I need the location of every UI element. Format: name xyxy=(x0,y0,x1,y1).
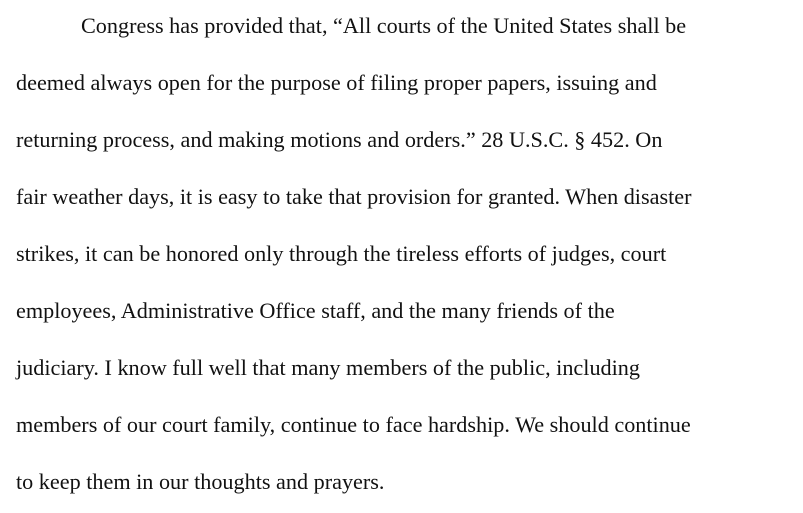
paragraph-line-9: to keep them in our thoughts and prayers. xyxy=(16,469,385,494)
paragraph-line-5: strikes, it can be honored only through the tireless efforts of judges, court xyxy=(16,241,667,266)
paragraph-line-2: deemed always open for the purpose of filing proper papers, issuing and xyxy=(16,70,657,95)
paragraph-line-3: returning process, and making motions and orders.” 28 U.S.C. § 452. On xyxy=(16,127,663,152)
paragraph-line-7: judiciary. I know full well that many members of the public, including xyxy=(16,355,640,380)
paragraph-line-8: members of our court family, continue to face hardship. We should continue xyxy=(16,412,691,437)
paragraph-line-6: employees, Administrative Office staff, and the many friends of the xyxy=(16,298,615,323)
paragraph-line-1: Congress has provided that, “All courts of the United States shall be xyxy=(81,13,687,38)
paragraph-line-4: fair weather days, it is easy to take that provision for granted. When disaster xyxy=(16,184,692,209)
